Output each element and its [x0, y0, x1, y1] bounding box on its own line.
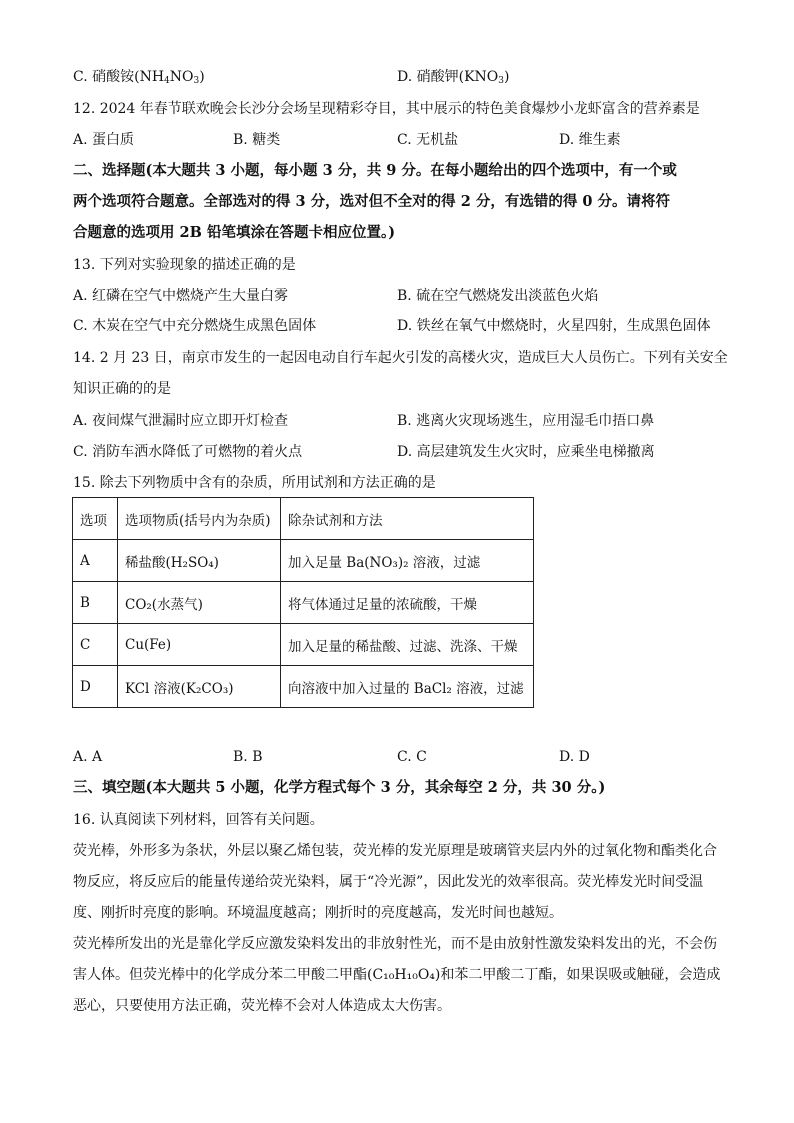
- q14-option-d: D. 高层建筑发生火灾时，应乘坐电梯撤离: [397, 444, 655, 460]
- q12-stem: 12. 2024 年春节联欢晚会长沙分会场呈现精彩夺目，其中展示的特色美食爆炒小龙虾富含的营养素是: [73, 101, 700, 117]
- q13-option-d: D. 铁丝在氧气中燃烧时，火星四射，生成黑色固体: [397, 318, 711, 334]
- table-cell: 将气体通过足量的浓硫酸，干燥: [281, 582, 534, 624]
- q15-answer-a: A. A: [73, 749, 103, 765]
- q13-option-a: A. 红磷在空气中燃烧产生大量白雾: [73, 288, 289, 304]
- table-row: [73, 624, 534, 666]
- q13-option-b: B. 硫在空气燃烧发出淡蓝色火焰: [397, 288, 599, 304]
- section3-title: 三、填空题(本大题共 5 小题，化学方程式每个 3 分，其余每空 2 分，共 30 分。): [73, 779, 606, 796]
- q15-table: [72, 497, 534, 708]
- q15-answer-c: C. C: [397, 749, 427, 765]
- section2-instructions-line3: 合题意的选项用 2B 铅笔填涂在答题卡相应位置。): [73, 224, 396, 241]
- q16-stem: 16. 认真阅读下列材料，回答有关问题。: [73, 812, 324, 828]
- table-cell: B: [73, 582, 118, 624]
- q15-stem: 15. 除去下列物质中含有的杂质，所用试剂和方法正确的是: [73, 475, 436, 491]
- table-row: [73, 582, 534, 624]
- q14-stem-line1: 14. 2 月 23 日，南京市发生的一起因电动自行车起火引发的高楼火灾，造成巨大人员伤亡。下列有关安全: [73, 350, 728, 366]
- q14-stem-line2: 知识正确的的是: [73, 381, 171, 397]
- q16-paragraph2-line2: 害人体。但荧光棒中的化学成分苯二甲酸二甲酯(C₁₀H₁₀O₄)和苯二甲酸二丁酯，如果误吸或触碰，会造成: [73, 967, 721, 983]
- table-cell: 加入足量的稀盐酸、过滤、洗涤、干燥: [281, 624, 534, 666]
- table-cell: D: [73, 666, 118, 708]
- q13-option-c: C. 木炭在空气中充分燃烧生成黑色固体: [73, 318, 317, 334]
- q14-option-a: A. 夜间煤气泄漏时应立即开灯检查: [73, 413, 289, 429]
- q12-option-a: A. 蛋白质: [73, 132, 135, 148]
- q11-option-c: C. 硝酸铵$(NH_4NO_3)$: [73, 69, 205, 86]
- q11-option-d: D. 硝酸钾$(KNO_3)$: [397, 69, 510, 86]
- table-row: [73, 666, 534, 708]
- table-cell: 向溶液中加入过量的 BaCl₂ 溶液，过滤: [281, 666, 534, 708]
- section2-instructions-line1: 二、选择题(本大题共 3 小题，每小题 3 分，共 9 分。在每小题给出的四个选项中，有一个或: [73, 162, 677, 179]
- table-cell: KCl 溶液(K₂CO₃): [118, 666, 281, 708]
- table-header-cell: 选项: [73, 498, 118, 540]
- table-header-row: [73, 498, 534, 540]
- q16-paragraph1-line2: 物反应，将反应后的能量传递给荧光染料，属于“冷光源”，因此发光的效率很高。荧光棒发光时间受温: [73, 874, 704, 890]
- q12-option-c: C. 无机盐: [397, 132, 459, 148]
- q14-option-c: C. 消防车洒水降低了可燃物的着火点: [73, 444, 303, 460]
- table-cell: CO₂(水蒸气): [118, 582, 281, 624]
- section2-instructions-line2: 两个选项符合题意。全部选对的得 3 分，选对但不全对的得 2 分，有选错的得 0 分。请将符: [73, 193, 671, 210]
- table-cell: 加入足量 Ba(NO₃)₂ 溶液，过滤: [281, 540, 534, 582]
- table-cell: 稀盐酸(H₂SO₄): [118, 540, 281, 582]
- q12-option-d: D. 维生素: [559, 132, 621, 148]
- q16-paragraph2-line1: 荧光棒所发出的光是靠化学反应激发染料发出的非放射性光，而不是由放射性激发染料发出的光，不会伤: [73, 936, 717, 952]
- q14-option-b: B. 逃离火灾现场逃生，应用湿毛巾捂口鼻: [397, 413, 655, 429]
- table-cell: A: [73, 540, 118, 582]
- q16-paragraph1-line3: 度、刚折时亮度的影响。环境温度越高；刚折时的亮度越高，发光时间也越短。: [73, 905, 563, 921]
- table-cell: Cu(Fe): [118, 624, 281, 666]
- table-cell: C: [73, 624, 118, 666]
- q12-option-b: B. 糖类: [233, 132, 281, 148]
- q13-stem: 13. 下列对实验现象的描述正确的是: [73, 257, 296, 273]
- table-header-cell: 选项物质(括号内为杂质): [118, 498, 281, 540]
- table-header-cell: 除杂试剂和方法: [281, 498, 534, 540]
- table-row: [73, 540, 534, 582]
- q15-answer-d: D. D: [559, 749, 590, 765]
- q16-paragraph1-line1: 荧光棒，外形多为条状，外层以聚乙烯包装，荧光棒的发光原理是玻璃管夹层内外的过氧化物和酯类化合: [73, 843, 717, 859]
- q16-paragraph2-line3: 恶心，只要使用方法正确，荧光棒不会对人体造成太大伤害。: [73, 998, 451, 1014]
- q15-answer-b: B. B: [233, 749, 263, 765]
